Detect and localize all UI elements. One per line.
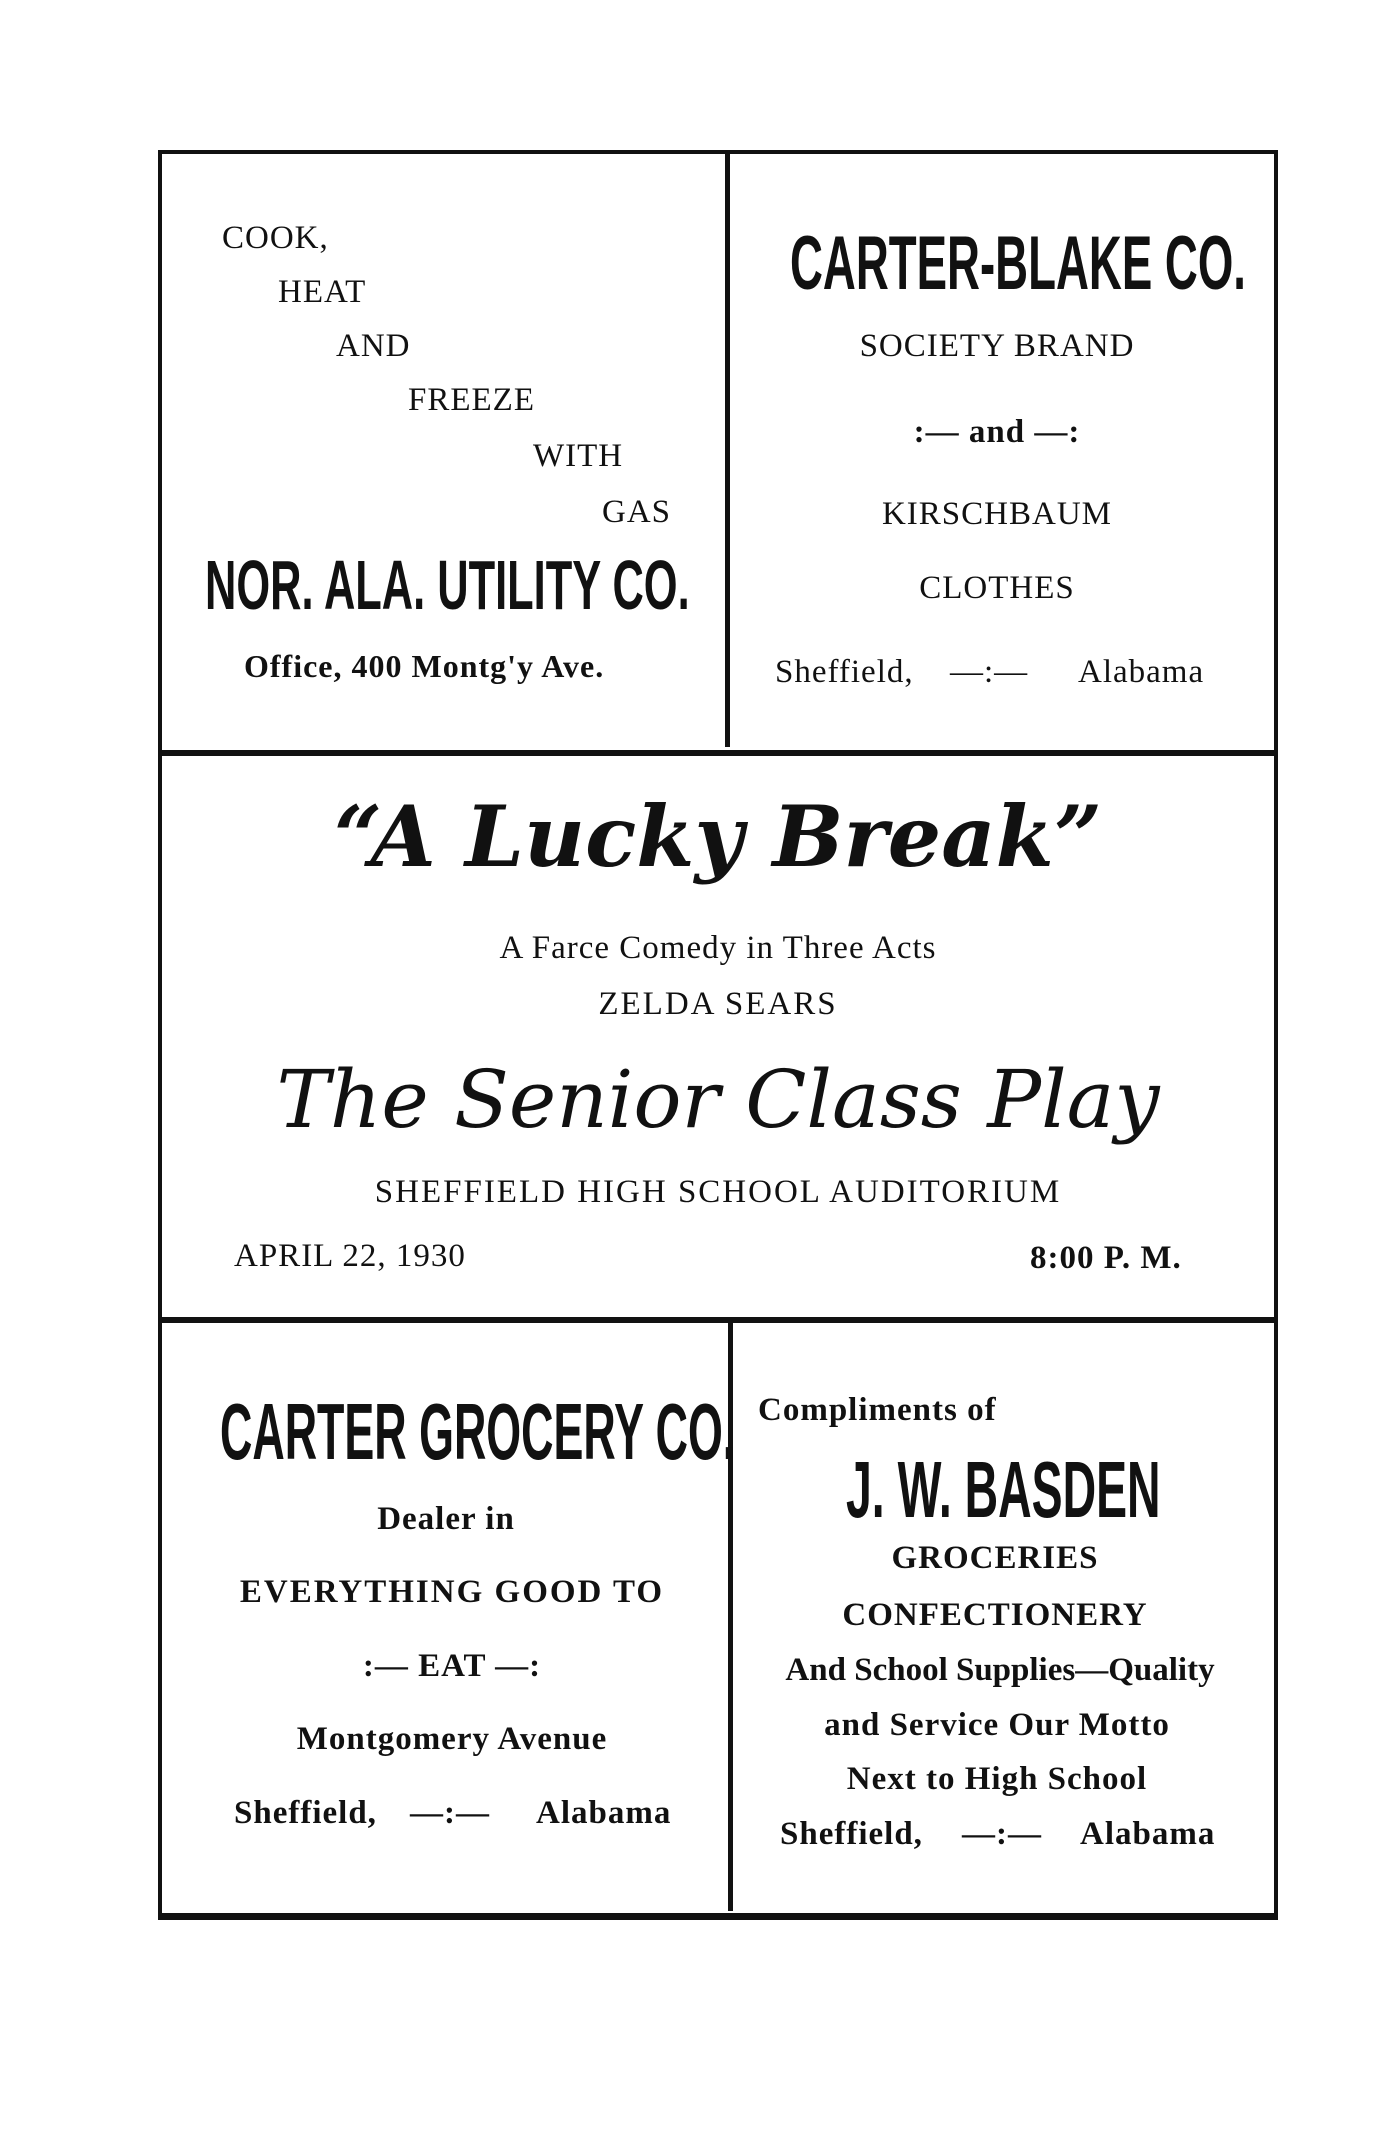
play-subtitle: A Farce Comedy in Three Acts <box>499 930 937 966</box>
carter-blake-line-and: :— and —: <box>913 414 1081 450</box>
play-time: 8:00 P. M. <box>1030 1240 1182 1276</box>
utility-company-name: NOR. ALA. UTILITY CO. <box>205 546 690 624</box>
basden-separator: —:— <box>962 1816 1042 1852</box>
basden-state: Alabama <box>1080 1816 1216 1852</box>
carter-blake-line-kirschbaum: KIRSCHBAUM <box>881 496 1113 532</box>
carter-blake-line-society: SOCIETY BRAND <box>859 328 1135 364</box>
play-author: ZELDA SEARS <box>598 986 838 1022</box>
carter-blake-separator: —:— <box>950 654 1029 690</box>
upper-horizontal-rule <box>162 750 1274 756</box>
carter-grocery-state: Alabama <box>536 1795 672 1831</box>
carter-grocery-separator: —:— <box>410 1795 490 1831</box>
carter-blake-company-name: CARTER-BLAKE CO. <box>790 221 1246 306</box>
ad-line-gas: GAS <box>602 494 672 530</box>
basden-line-supplies: And School Supplies—Quality <box>785 1652 1215 1688</box>
play-venue: SHEFFIELD HIGH SCHOOL AUDITORIUM <box>374 1174 1062 1210</box>
carter-blake-city: Sheffield, <box>775 654 914 690</box>
lower-horizontal-rule <box>162 1317 1274 1323</box>
utility-address: Office, 400 Montg'y Ave. <box>244 648 605 684</box>
carter-blake-state: Alabama <box>1078 654 1205 690</box>
carter-grocery-line-eat: :— EAT —: <box>362 1648 542 1684</box>
ad-line-and: AND <box>336 328 411 364</box>
basden-city: Sheffield, <box>780 1816 923 1852</box>
top-divider-vertical <box>725 152 730 747</box>
carter-grocery-line-everything: EVERYTHING GOOD TO <box>239 1574 665 1610</box>
carter-grocery-company-name: CARTER GROCERY CO. <box>220 1387 736 1476</box>
carter-grocery-city: Sheffield, <box>234 1795 377 1831</box>
ad-line-heat: HEAT <box>278 274 367 310</box>
basden-line-confectionery: CONFECTIONERY <box>842 1597 1148 1633</box>
ad-line-cook: COOK, <box>222 220 329 256</box>
basden-line-next: Next to High School <box>846 1761 1148 1797</box>
play-title: “A Lucky Break” <box>333 787 1103 886</box>
basden-line-groceries: GROCERIES <box>891 1540 1099 1576</box>
carter-blake-line-clothes: CLOTHES <box>919 570 1075 606</box>
ad-line-freeze: FREEZE <box>408 382 535 418</box>
basden-line-motto: and Service Our Motto <box>824 1707 1170 1743</box>
play-date: APRIL 22, 1930 <box>234 1238 466 1274</box>
ad-line-with: WITH <box>533 438 624 474</box>
basden-company-name: J. W. BASDEN <box>846 1445 1161 1534</box>
carter-grocery-line-dealer: Dealer in <box>377 1501 515 1537</box>
play-heading: The Senior Class Play <box>276 1053 1160 1146</box>
basden-intro: Compliments of <box>758 1392 997 1428</box>
carter-grocery-line-avenue: Montgomery Avenue <box>296 1721 608 1757</box>
